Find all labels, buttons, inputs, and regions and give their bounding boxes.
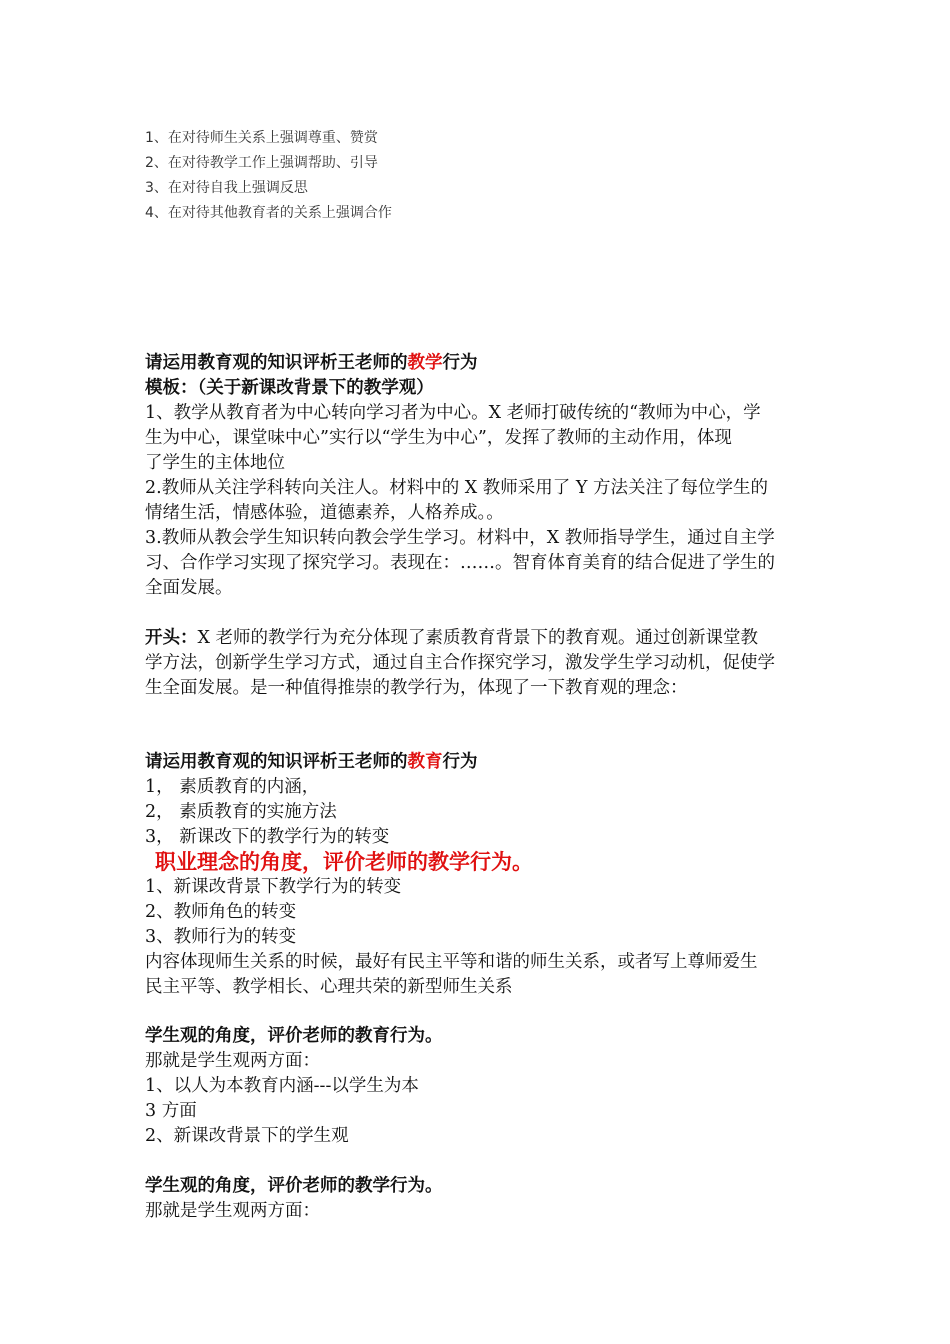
section1-heading: [145, 349, 478, 374]
opening-text: X 老师的教学行为充分体现了素质教育背景下的教育观。通过创新课堂教: [197, 628, 759, 648]
section1-opening-line: 学方法，创新学生学习方式，通过自主合作探究学习，激发学生学习动机，促使学: [145, 653, 775, 673]
top-list-item: 1、在对待师生关系上强调尊重、赞赏: [145, 130, 378, 146]
top-list-item: 2、在对待教学工作上强调帮助、引导: [145, 155, 378, 171]
section1-opening-line: 生全面发展。是一种值得推崇的教学行为，体现了一下教育观的理念：: [145, 678, 688, 698]
section2-sub-item: 民主平等、教学相长、心理共荣的新型师生关系: [145, 977, 513, 997]
section1-line: 2.教师从关注学科转向关注人。材料中的 X 教师采用了 Y 方法关注了每位学生的: [145, 478, 768, 498]
section4-line: 那就是学生观两方面：: [145, 1201, 320, 1221]
section1-line: 习、合作学习实现了探究学习。表现在：……。智育体育美育的结合促进了学生的: [145, 553, 775, 573]
section1-line: 全面发展。: [145, 578, 233, 598]
top-list-item: 4、在对待其他教育者的关系上强调合作: [145, 205, 392, 221]
section2-sub-item: 内容体现师生关系的时候，最好有民主平等和谐的师生关系，或者写上尊师爱生: [145, 952, 758, 972]
section2-heading-highlight: 教育: [407, 752, 443, 772]
section1-heading-highlight: 教学: [407, 353, 443, 373]
section2-item: 3， 新课改下的教学行为的转变: [145, 827, 390, 847]
section1-line: 1、教学从教育者为中心转向学习者为中心。X 老师打破传统的“教师为中心，学: [145, 403, 761, 423]
section1-heading-suffix: 行为: [442, 353, 478, 373]
section1-opening: [145, 624, 758, 649]
section2-heading-text: 请运用教育观的知识评析王老师的: [145, 752, 408, 772]
section2-heading: [145, 748, 478, 773]
section1-line: 生为中心，课堂味中心”实行以“学生为中心”，发挥了教师的主动作用，体现: [145, 428, 732, 448]
section2-sub-item: 3、教师行为的转变: [145, 927, 297, 947]
section1-line: 3.教师从教会学生知识转向教会学生学习。材料中，X 教师指导学生，通过自主学: [145, 528, 775, 548]
section2-sub-item: 1、新课改背景下教学行为的转变: [145, 877, 402, 897]
section3-line: 2、新课改背景下的学生观: [145, 1126, 349, 1146]
section2-item: 2， 素质教育的实施方法: [145, 802, 337, 822]
section2-red-heading: 职业理念的角度，评价老师的教学行为。: [155, 850, 533, 874]
section3-line: 那就是学生观两方面：: [145, 1051, 320, 1071]
section4-heading: 学生观的角度，评价老师的教学行为。: [145, 1176, 443, 1196]
section3-line: 3 方面: [145, 1101, 197, 1121]
section1-line: 情绪生活，情感体验，道德素养，人格养成。。: [145, 503, 504, 523]
section2-item: 1， 素质教育的内涵，: [145, 777, 320, 797]
section2-sub-item: 2、教师角色的转变: [145, 902, 297, 922]
section3-line: 1、以人为本教育内涵---以学生为本: [145, 1076, 419, 1096]
section1-line: 了学生的主体地位: [145, 453, 285, 473]
section2-heading-suffix: 行为: [442, 752, 478, 772]
section1-heading-text: 请运用教育观的知识评析王老师的: [145, 353, 408, 373]
opening-label: 开头：: [145, 628, 198, 648]
section3-heading: 学生观的角度，评价老师的教育行为。: [145, 1026, 443, 1046]
section1-template-label: 模板：（关于新课改背景下的教学观）: [145, 378, 434, 398]
top-list-item: 3、在对待自我上强调反思: [145, 180, 308, 196]
